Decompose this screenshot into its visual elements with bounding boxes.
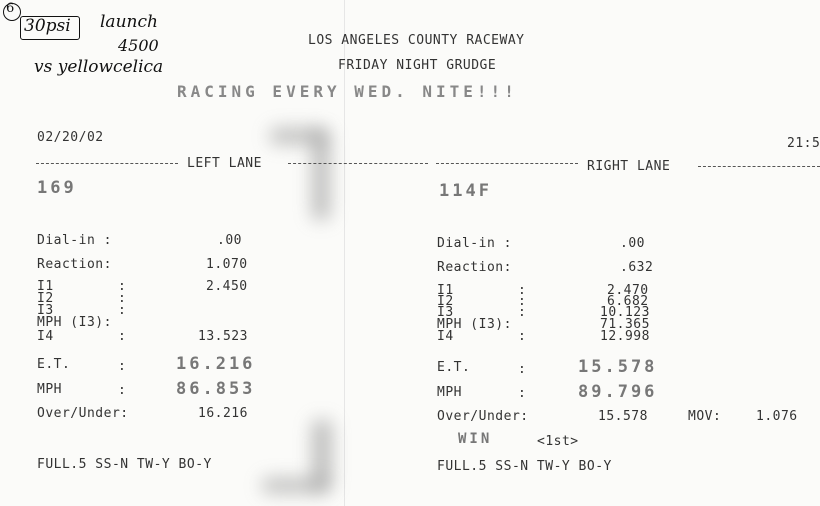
handwritten-launch: launch	[100, 12, 158, 32]
right-over-under-label: Over/Under:	[437, 409, 529, 424]
time: 21:5	[787, 136, 820, 151]
right-et-value: 15.578	[578, 357, 658, 377]
left-i4-label: I4	[37, 329, 54, 344]
left-mph-value: 86.853	[176, 379, 256, 399]
left-reaction-label: Reaction:	[37, 257, 112, 272]
left-lane-rule-right	[288, 163, 428, 164]
right-mov-value: 1.076	[756, 409, 798, 424]
left-i3-label: I3	[37, 303, 54, 318]
right-i2-value: 6.682	[607, 294, 649, 309]
left-i4-colon: :	[118, 329, 127, 344]
left-car-number: 169	[37, 178, 77, 198]
handwritten-opponent: vs yellowcelica	[34, 57, 164, 77]
right-i1-label: I1	[437, 283, 454, 298]
left-lane-label: LEFT LANE	[187, 156, 262, 171]
handwritten-page-number: 6	[6, 1, 15, 16]
right-lane-rule-left	[436, 163, 578, 164]
right-dial-label: Dial-in :	[437, 236, 512, 251]
track-name: LOS ANGELES COUNTY RACEWAY	[308, 33, 525, 48]
left-over-under-label: Over/Under:	[37, 406, 129, 421]
right-i4-value: 12.998	[600, 329, 650, 344]
right-i3-label: I3	[437, 305, 454, 320]
right-et-label: E.T.	[437, 360, 471, 375]
left-mph-label: MPH	[37, 382, 62, 397]
right-i2-colon: :	[518, 294, 527, 309]
left-et-value: 16.216	[176, 354, 256, 374]
left-i4-value: 13.523	[198, 329, 248, 344]
left-lane-rule-left	[36, 163, 178, 164]
right-i2-label: I2	[437, 294, 454, 309]
right-reaction-label: Reaction:	[437, 260, 512, 275]
left-et-colon: :	[118, 359, 127, 374]
event-name: FRIDAY NIGHT GRUDGE	[338, 58, 497, 73]
left-et-label: E.T.	[37, 357, 71, 372]
left-i2-label: I2	[37, 291, 54, 306]
left-dial-value: .00	[217, 233, 242, 248]
right-i4-label: I4	[437, 329, 454, 344]
right-mph-value: 89.796	[578, 382, 658, 402]
date: 02/20/02	[37, 130, 104, 145]
right-mph-i3-label: MPH (I3):	[437, 317, 512, 332]
right-lane-rule-right	[698, 166, 820, 167]
paper-fold	[344, 0, 345, 506]
right-reaction-value: .632	[620, 260, 654, 275]
right-et-colon: :	[518, 362, 527, 377]
right-i4-colon: :	[518, 329, 527, 344]
left-i1-colon: :	[118, 279, 127, 294]
left-i1-value: 2.450	[206, 279, 248, 294]
smudge-bottom-horizontal	[262, 478, 327, 493]
right-i3-colon: :	[518, 305, 527, 320]
right-lane-label: RIGHT LANE	[587, 159, 671, 174]
right-dial-value: .00	[620, 236, 645, 251]
left-reaction-value: 1.070	[206, 257, 248, 272]
left-i1-label: I1	[37, 279, 54, 294]
right-mph-i3-value: 71.365	[600, 317, 650, 332]
right-mph-colon: :	[518, 386, 527, 401]
handwritten-boost: 30psi	[24, 16, 71, 36]
right-car-number: 114F	[439, 181, 492, 201]
handwritten-rpm: 4500	[118, 36, 159, 55]
right-i3-value: 10.123	[600, 305, 650, 320]
left-footer: FULL.5 SS-N TW-Y BO-Y	[37, 457, 212, 472]
right-mph-label: MPH	[437, 385, 462, 400]
right-footer: FULL.5 SS-N TW-Y BO-Y	[437, 459, 612, 474]
left-i2-colon: :	[118, 291, 127, 306]
right-over-under-value: 15.578	[598, 409, 648, 424]
right-i1-colon: :	[518, 283, 527, 298]
left-i3-colon: :	[118, 303, 127, 318]
left-over-under-value: 16.216	[198, 406, 248, 421]
win-indicator: WIN	[458, 431, 493, 447]
win-place: <1st>	[537, 434, 579, 449]
smudge-top-vertical	[312, 130, 330, 220]
right-i1-value: 2.470	[607, 283, 649, 298]
left-mph-colon: :	[118, 383, 127, 398]
left-mph-i3-label: MPH (I3):	[37, 315, 112, 330]
right-mov-label: MOV:	[688, 409, 722, 424]
banner: RACING EVERY WED. NITE!!!	[177, 82, 518, 101]
left-dial-label: Dial-in :	[37, 233, 112, 248]
